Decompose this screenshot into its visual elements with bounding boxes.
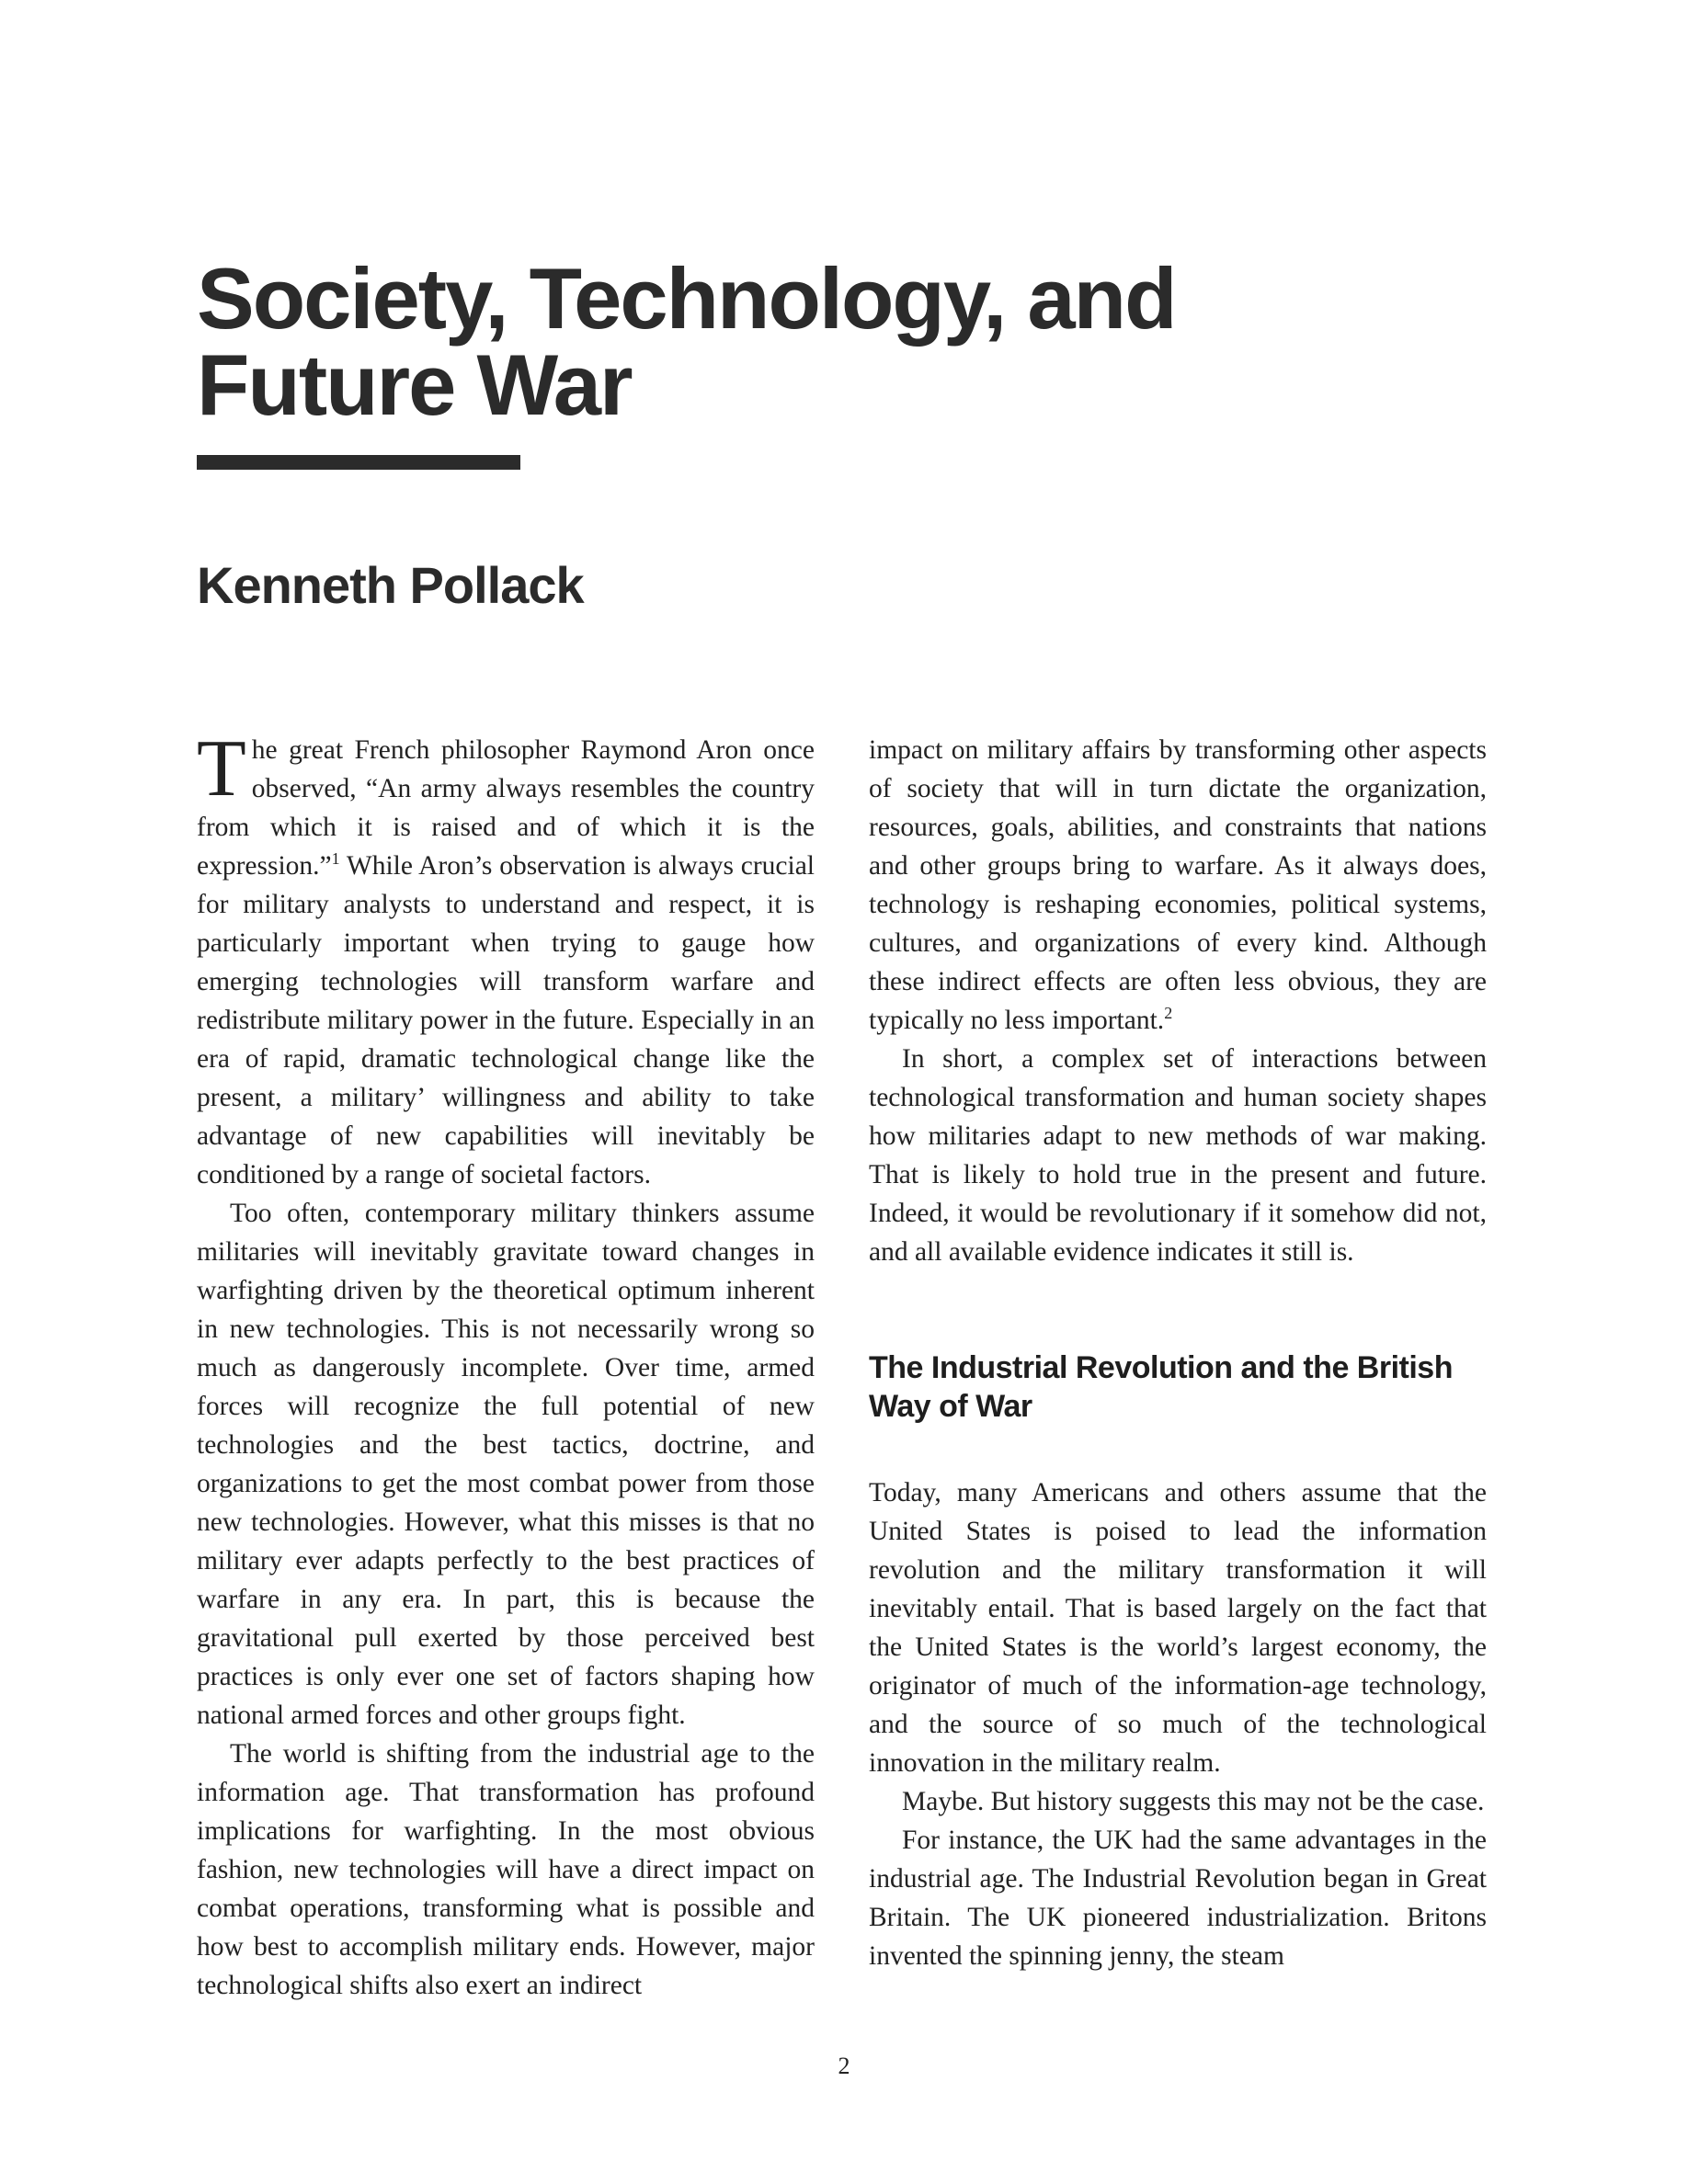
article-title-line-1: Society, Technology, and [197, 250, 1176, 347]
footnote-ref-1: 1 [331, 849, 340, 868]
left-column [197, 724, 815, 2005]
paragraph-in-short: In short, a complex set of interactions between technological transformation and human society shapes how militaries adapt to new methods of war making. That is likely to hold true in the present and future. Indeed, it would be revolutionary if it somehow did not, and all available evidence indicates it still is. [869, 1044, 1487, 1267]
paragraph-maybe: Maybe. But history suggests this may not be the case. [902, 1787, 1485, 1816]
title-underline-rule [197, 455, 520, 470]
paragraph-intro [197, 724, 815, 1194]
paragraph-too-often: Too often, contemporary military thinkers assume militaries will inevitably gravitate toward changes in warfighting driven by the theoretical optimum inherent in new technologies. This is not necessarily wrong so much as dangerously incomplete. Over time, armed forces will recognize the full potential of new technologies and the best tactics, doctrine, and organizations to get the most combat power from those new technologies. However, what this misses is that no military ever adapts perfectly to the best practices of warfare in any era. In part, this is because the gravitational pull exerted by those perceived best practices is only ever one set of factors shaping how national armed forces and other groups fight. [197, 1199, 815, 1730]
paragraph-for-instance: For instance, the UK had the same advantages in the industrial age. The Industrial Revolution began in Great Britain. The UK pioneered industrialization. Britons invented the spinning jenny, the steam [869, 1826, 1487, 1971]
paragraph-world-shifting: The world is shifting from the industrial age to the information age. That transformation has profound implications for warfighting. In the most obvious fashion, new technologies will have a direct impact on combat operations, transforming what is possible and how best to accomplish military ends. However, major technological shifts also exert an indirect [197, 1739, 815, 2000]
paragraph-intro-text-cont: While Aron’s observation is always crucial for military analysts to understand and respect, it is particularly important when trying to gauge how emerging technologies will transform warfare and redistribute military power in the future. Especially in an era of rapid, dramatic technological change like the present, a military’ willingness and ability to take advantage of new capabilities will inevitably be conditioned by a range of societal factors. [197, 851, 815, 1189]
paragraph-impact [869, 731, 1487, 1040]
article-title [197, 250, 1392, 433]
right-column [869, 731, 1487, 1975]
section-heading: The Industrial Revolution and the British Way of War [869, 1350, 1453, 1424]
article-title-line-2: Future War [197, 336, 632, 433]
paragraph-today: Today, many Americans and others assume that the United States is poised to lead the information revolution and the military transformation it will inevitably entail. That is based largely on the fact that the United States is the world’s largest economy, the originator of much of the information-age technology, and the source of so much of the technological innovation in the military realm. [869, 1478, 1487, 1778]
page-number: 2 [838, 2053, 850, 2079]
paragraph-impact-text: impact on military affairs by transforming other aspects of society that will in turn dictate the organization, resources, goals, abilities, and constraints that nations and other groups bring to warfare. As it always does, technology is reshaping economies, political systems, cultures, and organizations of every kind. Although these indirect effects are often less obvious, they are typically no less important. [869, 735, 1487, 1035]
footnote-ref-2: 2 [1164, 1004, 1173, 1022]
paragraph-intro-text: The great French philosopher Raymond Aron once observed, “An army always resembles the country from which it is raised and of which it is the expression.” [197, 724, 815, 881]
author-name: Kenneth Pollack [197, 556, 584, 614]
